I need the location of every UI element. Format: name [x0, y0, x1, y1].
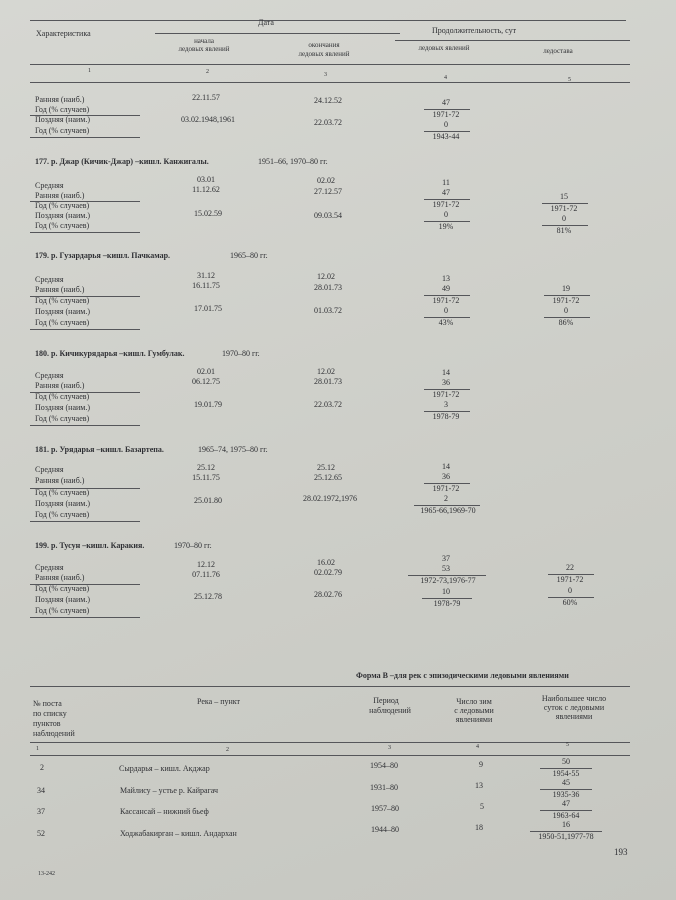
colnum-top-rule [30, 64, 630, 65]
st180-avg-end: 12.02 [317, 367, 335, 376]
st179-label-late: Поздняя (наим.) [35, 307, 91, 316]
st199-fr-avg: 22 [566, 563, 574, 572]
form-b-row-max: 16 [562, 820, 570, 829]
b0-ice-min-year: 1943-44 [432, 132, 460, 141]
form-b-h-max-1: Наибольшее число [541, 694, 607, 703]
st177-label-year1: Год (% случаев) [35, 201, 90, 210]
st177-title: 177. р. Джар (Кичик-Джар) –кишл. Канжигалы. [35, 157, 209, 166]
st177-fr-pct: 81% [556, 226, 572, 235]
header-duration: Продолжительность, сут [432, 26, 517, 35]
b0-late-end: 22.03.72 [314, 118, 342, 127]
colnum-2: 2 [206, 69, 209, 75]
st179-ice-avg: 13 [442, 274, 450, 283]
st180-label-rule2 [30, 425, 140, 426]
form-b-row-max-year: 1935-36 [552, 790, 580, 799]
form-b-colnum-2: 2 [226, 747, 229, 753]
b0-early-start: 22.11.57 [192, 93, 220, 102]
form-b-h-post-2: по списку [33, 709, 67, 718]
b0-label-year2: Год (% случаев) [35, 126, 90, 135]
st179-fr-max-year: 1971-72 [552, 296, 580, 305]
colnum-4: 4 [444, 75, 447, 81]
st199-label-early: Ранняя (наиб.) [35, 573, 85, 582]
st177-ice-avg: 11 [442, 178, 450, 187]
form-b-title: Форма В –для рек с эпизодическими ледовыми явлениями [356, 671, 569, 680]
b0-ice-min: 0 [444, 120, 448, 129]
st177-ice-max-year: 1971-72 [432, 200, 460, 209]
st179-fr-pct: 86% [558, 318, 574, 327]
st181-ice-max: 36 [442, 472, 450, 481]
form-b-row-river: Майлису – устье р. Кайрагач [120, 786, 219, 795]
st181-label-year2: Год (% случаев) [35, 510, 90, 519]
st199-label-year2: Год (% случаев) [35, 606, 90, 615]
b0-ice-max: 47 [442, 98, 450, 107]
st179-label-rule1 [30, 296, 140, 297]
st177-late-start: 15.02.59 [194, 209, 222, 218]
form-b-row-max-year: 1954-55 [552, 769, 580, 778]
form-b-h-post-1: № поста [33, 699, 62, 708]
page-number: 193 [614, 847, 628, 857]
st199-label-year1: Год (% случаев) [35, 584, 90, 593]
header-dur-freeze: ледостава [543, 47, 573, 55]
st199-fr-pct: 60% [562, 598, 578, 607]
form-b-colnum-3: 3 [388, 745, 391, 751]
st181-early-end: 25.12.65 [314, 473, 342, 482]
st180-ice-avg: 14 [442, 368, 450, 377]
b0-label-late: Поздняя (наим.) [35, 115, 91, 124]
st177-years: 1951–66, 1970–80 гг. [258, 157, 328, 166]
st199-label-late: Поздняя (наим.) [35, 595, 91, 604]
st199-early-end: 02.02.79 [314, 568, 342, 577]
form-b-row-max-year: 1950-51,1977-78 [538, 832, 594, 841]
st177-late-end: 09.03.54 [314, 211, 342, 220]
st177-early-end: 27.12.57 [314, 187, 342, 196]
st199-years: 1970–80 гг. [174, 541, 212, 550]
form-b-h-max-3: явлениями [555, 712, 593, 721]
st179-years: 1965–80 гг. [230, 251, 268, 260]
st179-avg-start: 31.12 [197, 271, 215, 280]
st181-title: 181. р. Урядарья –кишл. Базартепа. [35, 445, 164, 454]
st181-label-late: Поздняя (наим.) [35, 499, 91, 508]
form-b-h-post-4: наблюдений [33, 729, 75, 738]
date-subrule [155, 33, 400, 34]
st199-label-rule2 [30, 617, 140, 618]
st177-fr-min: 0 [562, 214, 566, 223]
st177-label-rule1 [30, 201, 140, 202]
top-rule [30, 20, 626, 21]
form-b-colnum-4: 4 [476, 744, 479, 750]
st199-label-avg: Средняя [35, 563, 64, 572]
form-b-row-river: Ходжабакирган – кишл. Андархан [120, 829, 237, 838]
st180-late-end: 22.03.72 [314, 400, 342, 409]
st179-early-end: 28.01.73 [314, 283, 342, 292]
st177-ice-pct: 19% [438, 222, 454, 231]
st179-label-year1: Год (% случаев) [35, 296, 90, 305]
form-b-h-post-3: пунктов [33, 719, 61, 728]
st177-label-year2: Год (% случаев) [35, 221, 90, 230]
st179-label-rule2 [30, 329, 140, 330]
st181-label-year1: Год (% случаев) [35, 488, 90, 497]
form-b-row-winters: 5 [480, 802, 484, 811]
header-date-end-1: окончания [308, 41, 340, 49]
b0-ice-max-year: 1971-72 [432, 110, 460, 119]
printer-signature: 13-242 [38, 871, 55, 877]
st179-ice-max: 49 [442, 284, 450, 293]
st180-label-early: Ранняя (наиб.) [35, 381, 85, 390]
st177-avg-start: 03.01 [197, 175, 215, 184]
b0-early-end: 24.12.52 [314, 96, 342, 105]
st199-ice-avg: 37 [442, 554, 450, 563]
header-dur-ice: ледовых явлений [418, 44, 470, 52]
header-date-start-1: начала [194, 37, 214, 45]
form-b-h-period-1: Период [373, 696, 399, 705]
form-b-colnum-1: 1 [36, 746, 39, 752]
st199-title: 199. р. Тусун –кишл. Каракия. [35, 541, 145, 550]
form-b-row-river: Кассансай – нижний бьеф [120, 807, 209, 816]
form-b-row-num: 2 [40, 763, 44, 772]
st199-avg-start: 12.12 [197, 560, 215, 569]
st181-early-start: 15.11.75 [192, 473, 220, 482]
form-b-colnum-rule [30, 742, 630, 743]
b0-label-rule1 [30, 115, 140, 116]
b0-label-year1: Год (% случаев) [35, 105, 90, 114]
st181-years: 1965–74, 1975–80 гг. [198, 445, 268, 454]
form-b-colnum-5: 5 [566, 742, 569, 748]
st180-ice-min: 3 [444, 400, 448, 409]
st199-ice-min-year: 1978-79 [433, 599, 461, 608]
st199-ice-min: 10 [442, 587, 450, 596]
st180-ice-min-year: 1978-79 [432, 412, 460, 421]
st180-ice-max: 36 [442, 378, 450, 387]
form-b-h-winters-2: с ледовыми [454, 706, 494, 715]
st177-label-avg: Средняя [35, 181, 64, 190]
b0-label-rule2 [30, 137, 140, 138]
st181-ice-min-year: 1965-66,1969-70 [420, 506, 476, 515]
st179-fr-min: 0 [564, 306, 568, 315]
st199-fr-max-year: 1971-72 [556, 575, 584, 584]
st179-avg-end: 12.02 [317, 272, 335, 281]
st180-ice-max-year: 1971-72 [432, 390, 460, 399]
st179-ice-min: 0 [444, 306, 448, 315]
st179-label-early: Ранняя (наиб.) [35, 285, 85, 294]
st177-label-rule2 [30, 232, 140, 233]
form-b-h-winters-3: явлениями [455, 715, 493, 724]
st199-early-start: 07.11.76 [192, 570, 220, 579]
st181-ice-max-year: 1971-72 [432, 484, 460, 493]
st179-early-start: 16.11.75 [192, 281, 220, 290]
st177-fr-max-year: 1971-72 [550, 204, 578, 213]
header-date-start-2: ледовых явлений [178, 45, 230, 53]
st199-fr-min: 0 [568, 586, 572, 595]
b0-label-early: Ранняя (наиб.) [35, 95, 85, 104]
st180-years: 1970–80 гг. [222, 349, 260, 358]
st180-label-rule1 [30, 392, 140, 393]
st181-avg-start: 25.12 [197, 463, 215, 472]
st180-label-year1: Год (% случаев) [35, 392, 90, 401]
st180-title: 180. р. Кичикурядарья –кишл. Гумбулак. [35, 349, 185, 358]
st199-late-start: 25.12.78 [194, 592, 222, 601]
st177-ice-max: 47 [442, 188, 450, 197]
st181-late-start: 25.01.80 [194, 496, 222, 505]
form-b-row-max: 50 [562, 757, 570, 766]
st177-label-late: Поздняя (наим.) [35, 211, 91, 220]
st179-fr-avg: 19 [562, 284, 570, 293]
header-date-end-2: ледовых явлений [298, 50, 350, 58]
st181-label-avg: Средняя [35, 465, 64, 474]
header-characteristic: Характеристика [36, 29, 91, 38]
form-b-h-winters-1: Число зим [456, 697, 492, 706]
st177-label-early: Ранняя (наиб.) [35, 191, 85, 200]
form-b-header-bottom-rule [30, 755, 630, 756]
form-b-row-period: 1931–80 [370, 783, 398, 792]
b0-late-start: 03.02.1948,1961 [181, 115, 235, 124]
st199-ice-max: 53 [442, 564, 450, 573]
st179-title: 179. р. Гузардарья –кишл. Пачкамар. [35, 251, 171, 260]
form-b-h-period-2: наблюдений [369, 706, 411, 715]
form-b-h-river: Река – пункт [197, 697, 241, 706]
st180-avg-start: 02.01 [197, 367, 215, 376]
form-b-h-max-2: суток с ледовыми [543, 703, 605, 712]
form-b-row-river: Сырдарья – кишл. Акджар [119, 764, 210, 773]
st179-label-avg: Средняя [35, 275, 64, 284]
st199-ice-max-year: 1972-73,1976-77 [420, 576, 476, 585]
duration-subrule [395, 40, 630, 41]
form-b-row-num: 52 [37, 829, 45, 838]
st181-label-early: Ранняя (наиб.) [35, 476, 85, 485]
st181-label-rule1 [30, 488, 140, 489]
form-b-row-max: 47 [562, 799, 570, 808]
header-bottom-rule [30, 82, 630, 83]
form-b-row-winters: 13 [475, 781, 483, 790]
form-b-row-period: 1954–80 [370, 761, 398, 770]
form-b-row-period: 1957–80 [371, 804, 399, 813]
st180-early-start: 06.12.75 [192, 377, 220, 386]
st181-avg-end: 25.12 [317, 463, 335, 472]
header-date: Дата [258, 18, 274, 27]
st179-late-start: 17.01.75 [194, 304, 222, 313]
form-b-row-winters: 18 [475, 823, 483, 832]
st179-ice-pct: 43% [438, 318, 454, 327]
st199-late-end: 28.02.76 [314, 590, 342, 599]
form-b-top-rule [30, 686, 630, 687]
st180-label-year2: Год (% случаев) [35, 414, 90, 423]
st199-label-rule1 [30, 584, 140, 585]
st181-ice-avg: 14 [442, 462, 450, 471]
st180-early-end: 28.01.73 [314, 377, 342, 386]
form-b-row-winters: 9 [479, 760, 483, 769]
st179-late-end: 01.03.72 [314, 306, 342, 315]
form-b-row-num: 37 [37, 807, 45, 816]
st199-avg-end: 16.02 [317, 558, 335, 567]
st177-avg-end: 02.02 [317, 176, 335, 185]
form-b-row-max-year: 1963-64 [552, 811, 580, 820]
form-b-row-period: 1944–80 [371, 825, 399, 834]
st177-ice-min: 0 [444, 210, 448, 219]
st180-label-late: Поздняя (наим.) [35, 403, 91, 412]
colnum-1: 1 [88, 68, 91, 74]
st177-fr-avg: 15 [560, 192, 568, 201]
st181-ice-min: 2 [444, 494, 448, 503]
st177-early-start: 11.12.62 [192, 185, 220, 194]
st179-ice-max-year: 1971-72 [432, 296, 460, 305]
st181-label-rule2 [30, 521, 140, 522]
st181-late-end: 28.02.1972,1976 [303, 494, 357, 503]
colnum-5: 5 [568, 77, 571, 83]
colnum-3: 3 [324, 72, 327, 78]
st179-label-year2: Год (% случаев) [35, 318, 90, 327]
st180-late-start: 19.01.79 [194, 400, 222, 409]
form-b-row-max: 45 [562, 778, 570, 787]
form-b-row-num: 34 [37, 786, 45, 795]
st180-label-avg: Средняя [35, 371, 64, 380]
